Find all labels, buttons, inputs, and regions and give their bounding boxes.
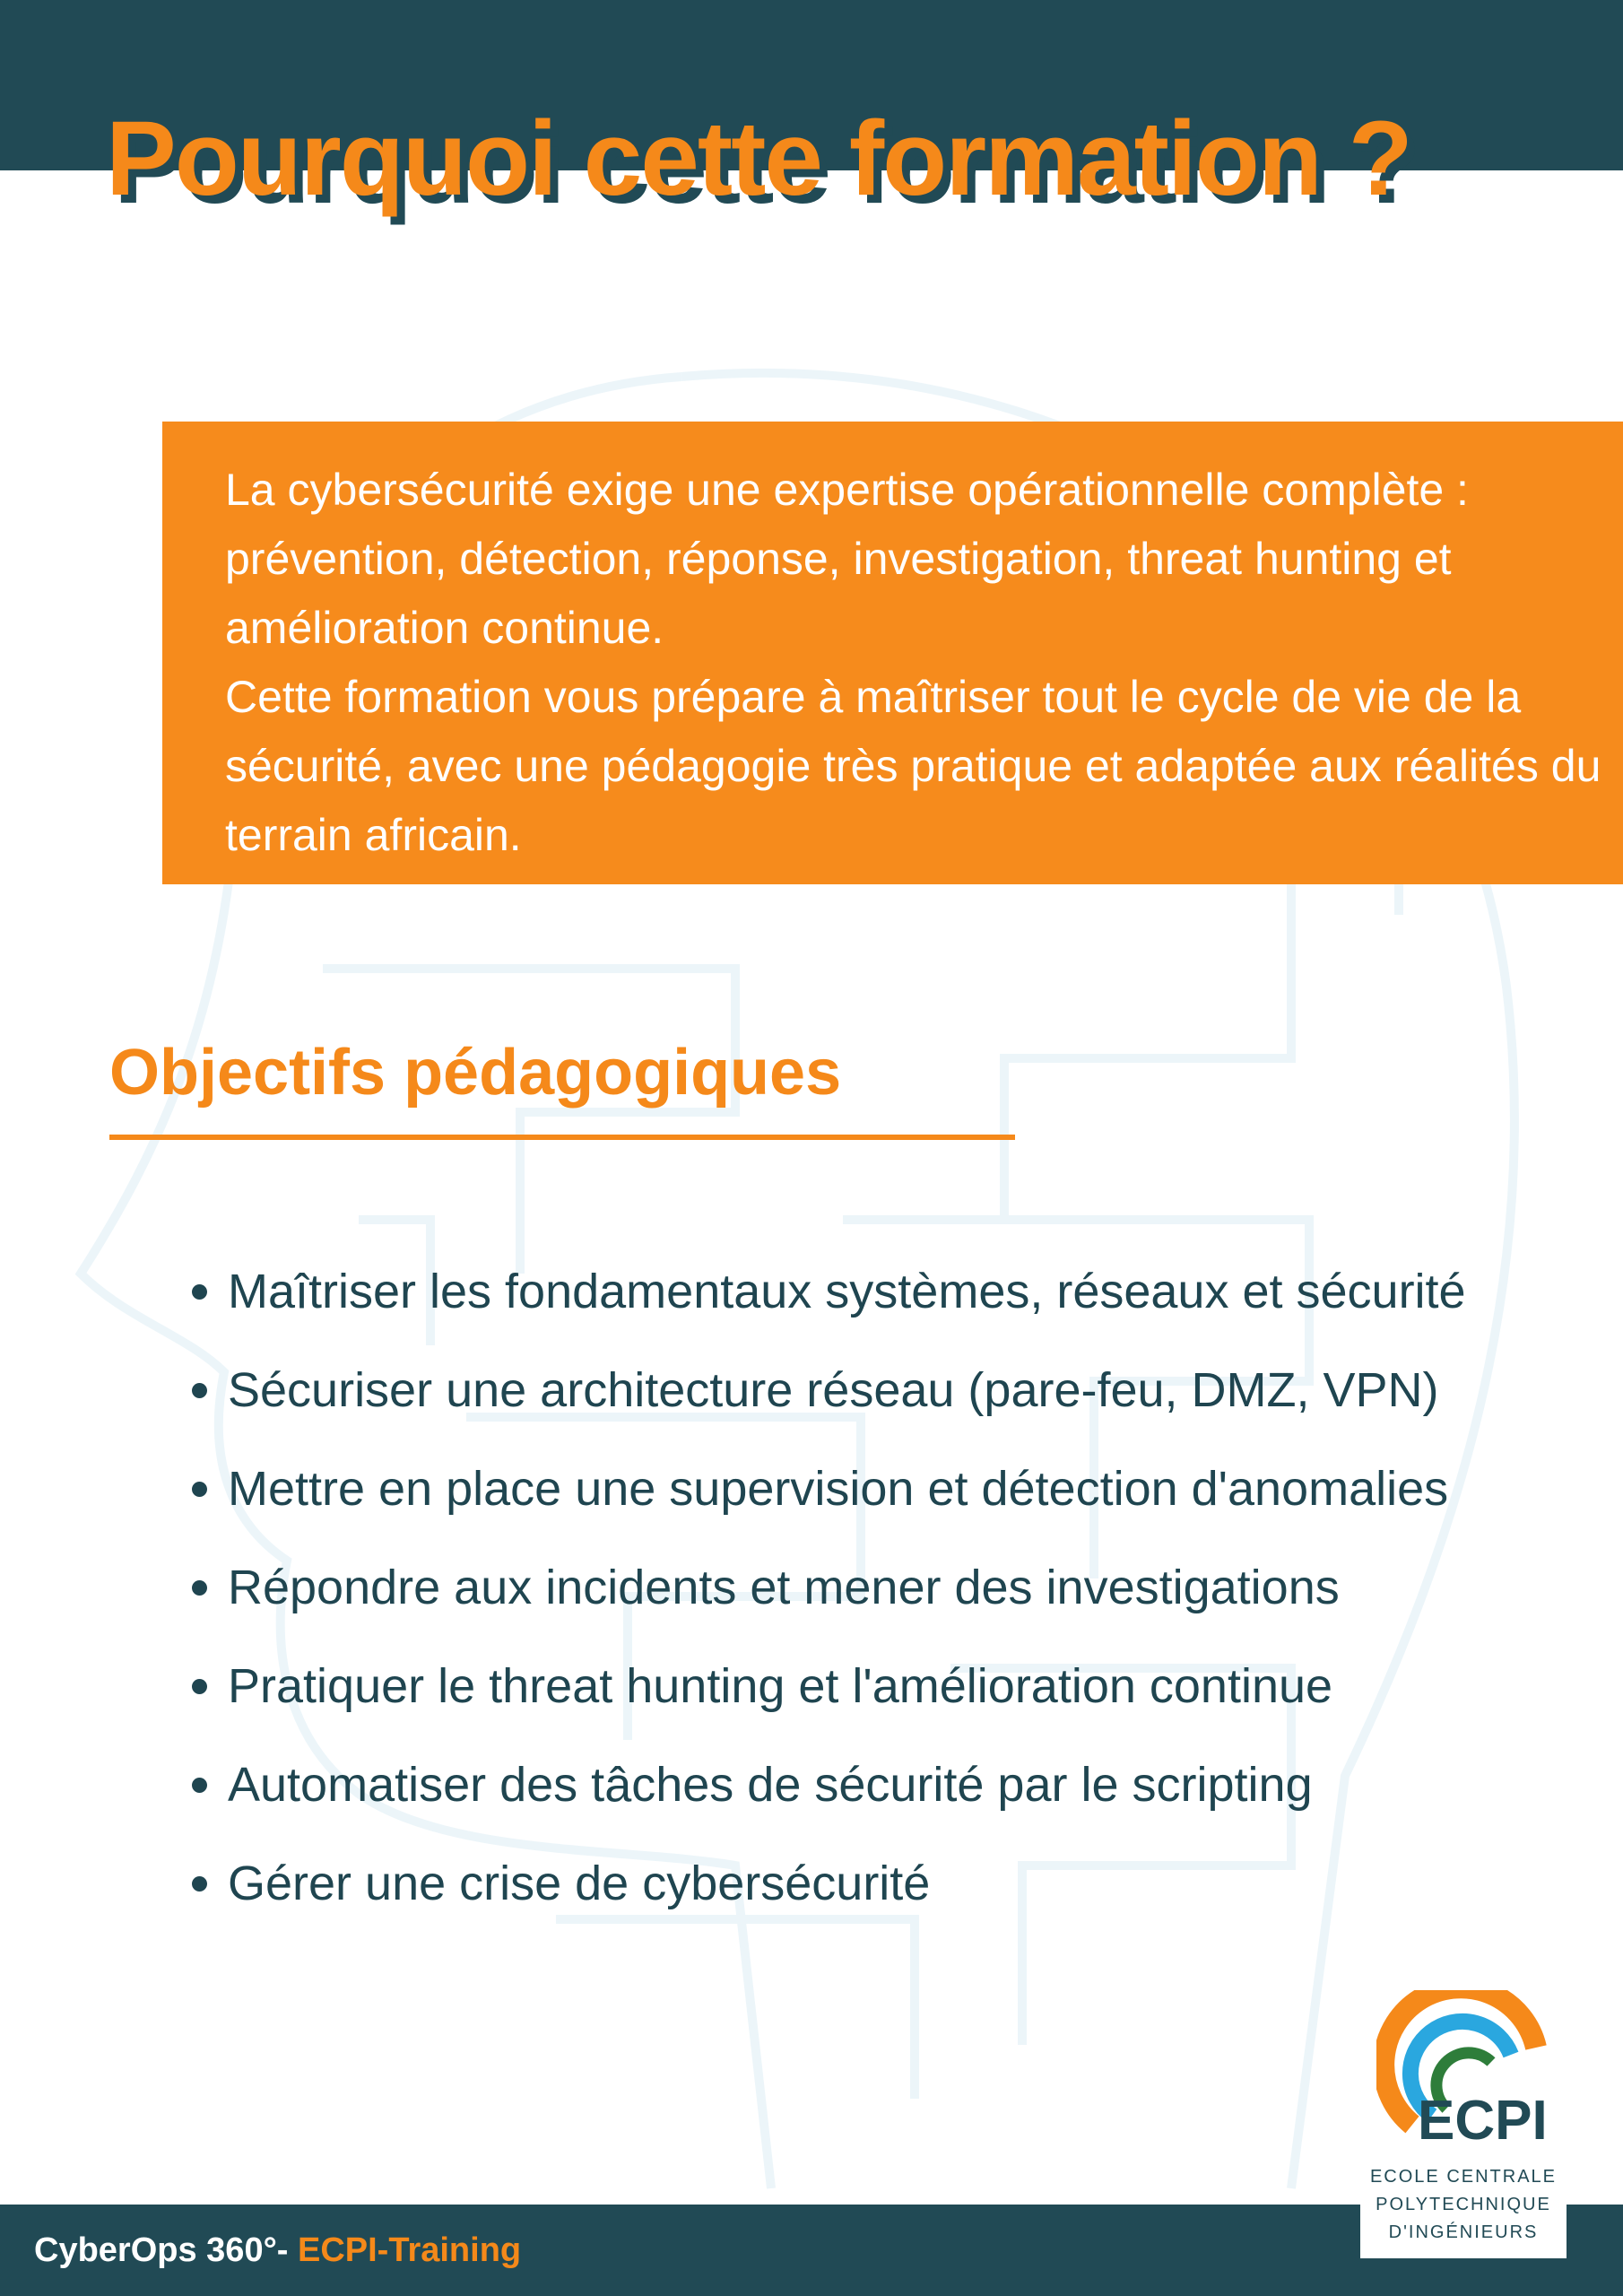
- list-item: [188, 1834, 1466, 1933]
- list-item: [188, 1242, 1466, 1341]
- ecpi-logo-mark-icon: [1376, 1990, 1551, 2152]
- section-divider: [109, 1135, 1015, 1140]
- logo-line-1: ECOLE CENTRALE: [1369, 2167, 1558, 2187]
- footer-brand: [34, 2233, 521, 2267]
- logo-subtitle: [1360, 2163, 1567, 2247]
- objectives-title: Objectifs pédagogiques: [109, 1037, 842, 1109]
- page-title: Pourquoi cette formation ?: [106, 100, 1411, 218]
- objective-text: Mettre en place une supervision et détection d'anomalies: [228, 1462, 1449, 1516]
- objectives-list: [188, 1242, 1466, 1933]
- objective-text: Gérer une crise de cybersécurité: [228, 1857, 931, 1910]
- list-item: [188, 1538, 1466, 1637]
- bullet-icon: [192, 1482, 207, 1497]
- list-item: [188, 1341, 1466, 1439]
- objective-text: Pratiquer le threat hunting et l'amélioration continue: [228, 1659, 1333, 1713]
- bullet-icon: [192, 1876, 207, 1892]
- logo-line-3: D'INGÉNIEURS: [1388, 2222, 1539, 2242]
- objective-text: Répondre aux incidents et mener des investigations: [228, 1561, 1340, 1614]
- footer-brand-name: CyberOps 360°-: [34, 2231, 298, 2269]
- intro-box: [162, 422, 1623, 884]
- ecpi-logo: [1360, 1978, 1567, 2258]
- objective-text: Automatiser des tâches de sécurité par le scripting: [228, 1758, 1313, 1812]
- bullet-icon: [192, 1679, 207, 1694]
- logo-wordmark: ECPI: [1418, 2090, 1548, 2152]
- bullet-icon: [192, 1580, 207, 1596]
- logo-line-2: POLYTECHNIQUE: [1376, 2195, 1551, 2214]
- objective-text: Sécuriser une architecture réseau (pare-feu, DMZ, VPN): [228, 1363, 1439, 1417]
- objective-text: Maîtriser les fondamentaux systèmes, réseaux et sécurité: [228, 1265, 1466, 1318]
- intro-paragraph-2: Cette formation vous prépare à maîtriser tout le cycle de vie de la sécurité, avec une pédagogie très pratique et adaptée aux réalités du terrain africain.: [225, 672, 1601, 860]
- footer-brand-accent: ECPI-Training: [297, 2231, 522, 2269]
- bullet-icon: [192, 1284, 207, 1300]
- bullet-icon: [192, 1778, 207, 1793]
- bullet-icon: [192, 1383, 207, 1398]
- list-item: [188, 1735, 1466, 1834]
- intro-paragraph-1: La cybersécurité exige une expertise opérationnelle complète : prévention, détection, réponse, investigation, threat hunting et amélioration continue.: [225, 465, 1469, 653]
- list-item: [188, 1439, 1466, 1538]
- list-item: [188, 1637, 1466, 1735]
